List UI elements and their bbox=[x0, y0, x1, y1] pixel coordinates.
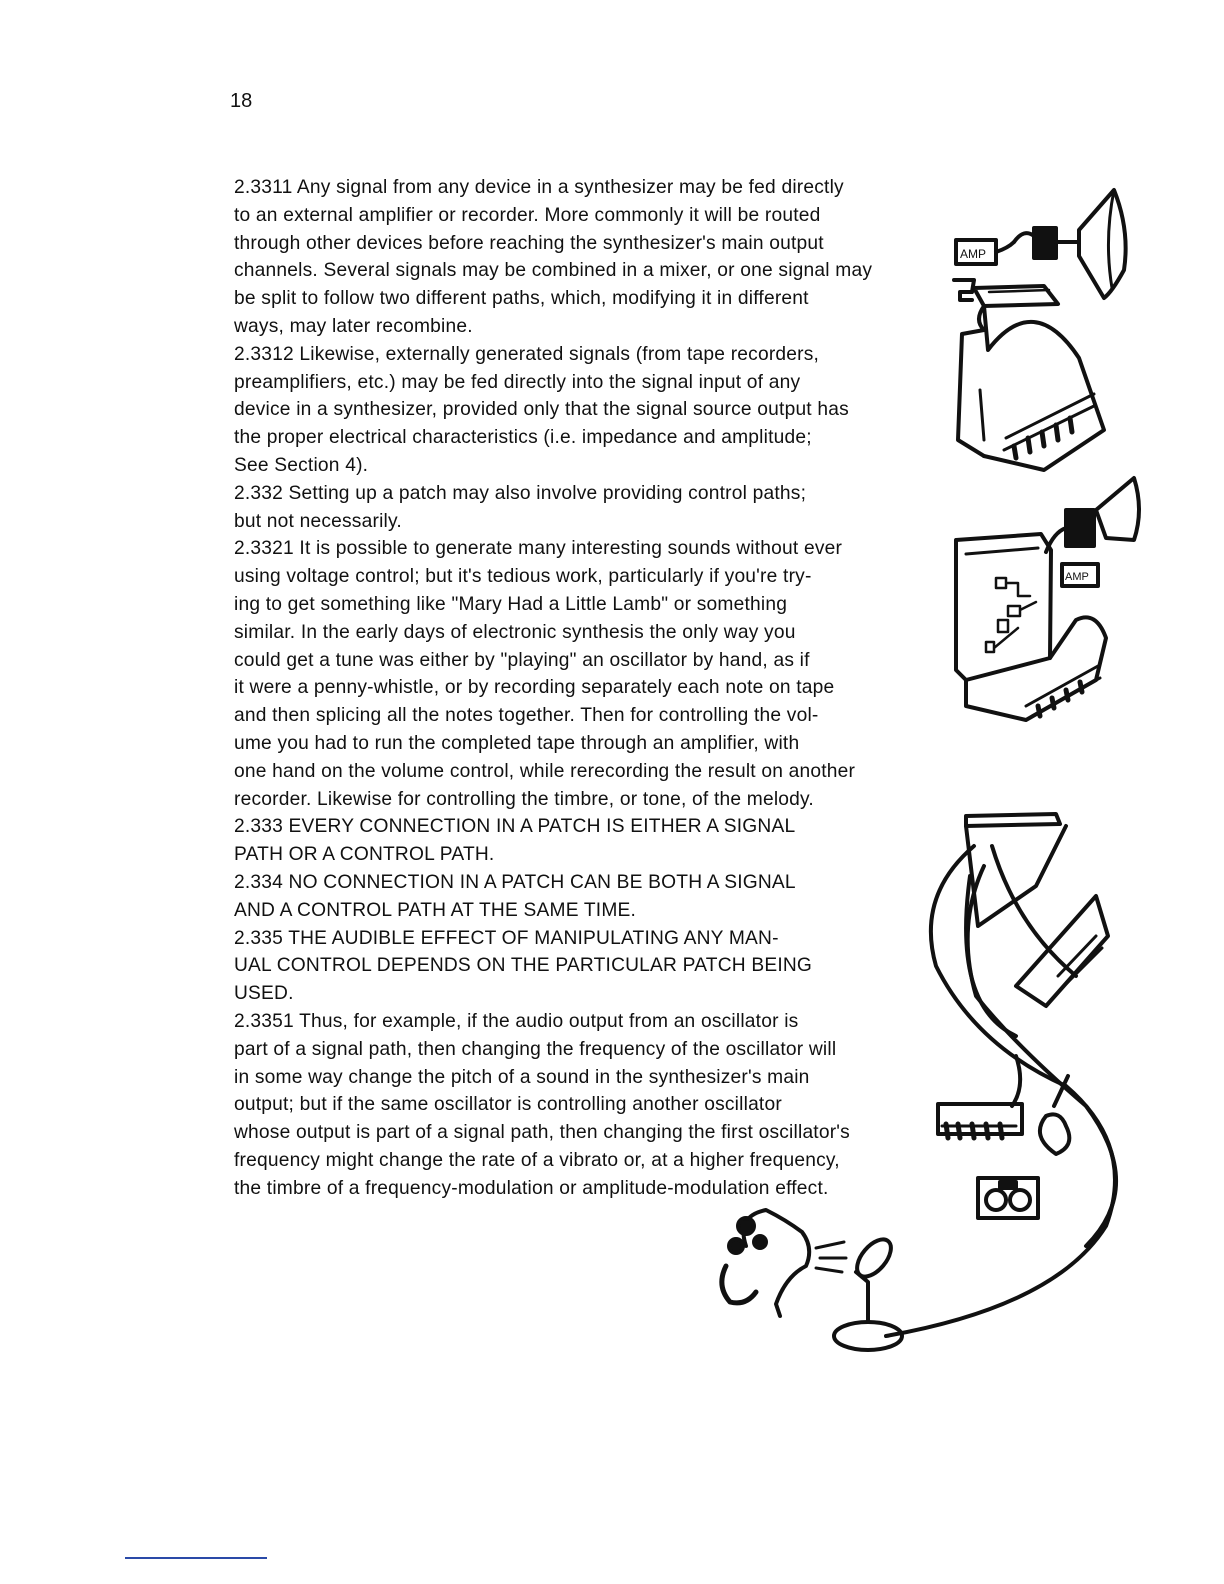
text-line: part of a signal path, then changing the frequency of the oscillator will bbox=[234, 1038, 837, 1060]
page-number: 18 bbox=[230, 90, 253, 112]
text-line: output; but if the same oscillator is controlling another oscillator bbox=[234, 1094, 782, 1116]
text-line: 2.3351 Thus, for example, if the audio output from an oscillator is bbox=[234, 1010, 799, 1032]
text-line: 2.3321 It is possible to generate many interesting sounds without ever bbox=[234, 538, 843, 560]
text-line: ways, may later recombine. bbox=[234, 315, 473, 337]
text-line: the proper electrical characteristics (i.e. impedance and amplitude; bbox=[234, 427, 812, 449]
text-line: it were a penny-whistle, or by recording separately each note on tape bbox=[234, 677, 835, 699]
text-line: the timbre of a frequency-modulation or amplitude-modulation effect. bbox=[234, 1177, 829, 1199]
text-line: to an external amplifier or recorder. More commonly it will be routed bbox=[234, 204, 821, 226]
text-line: recorder. Likewise for controlling the timbre, or tone, of the melody. bbox=[234, 788, 814, 810]
amp-label: AMP bbox=[1065, 571, 1089, 583]
text-line: 2.335 THE AUDIBLE EFFECT OF MANIPULATING ANY MAN- bbox=[234, 927, 779, 949]
text-line: ume you had to run the completed tape through an amplifier, with bbox=[234, 732, 800, 754]
text-line: See Section 4). bbox=[234, 454, 369, 476]
text-line: device in a synthesizer, provided only that the signal source output has bbox=[234, 399, 849, 421]
text-line: similar. In the early days of electronic synthesis the only way you bbox=[234, 621, 796, 643]
text-line: one hand on the volume control, while rerecording the result on another bbox=[234, 760, 856, 782]
text-line: using voltage control; but it's tedious work, particularly if you're try- bbox=[234, 566, 812, 588]
text-line: 2.333 EVERY CONNECTION IN A PATCH IS EITHER A SIGNAL bbox=[234, 816, 796, 838]
text-line: 2.334 NO CONNECTION IN A PATCH CAN BE BOTH A SIGNAL bbox=[234, 871, 796, 893]
text-line: frequency might change the rate of a vibrato or, at a higher frequency, bbox=[234, 1149, 840, 1171]
text-line: in some way change the pitch of a sound in the synthesizer's main bbox=[234, 1066, 810, 1088]
text-line: through other devices before reaching the synthesizer's main output bbox=[234, 232, 824, 254]
text-line: could get a tune was either by "playing" an oscillator by hand, as if bbox=[234, 649, 810, 671]
patch-synth-illustration bbox=[946, 470, 1146, 760]
text-line: channels. Several signals may be combined in a mixer, or one signal may bbox=[234, 260, 873, 282]
text-line: whose output is part of a signal path, then changing the first oscillator's bbox=[234, 1122, 850, 1144]
text-line: ing to get something like "Mary Had a Little Lamb" or something bbox=[234, 593, 788, 615]
text-line: 2.332 Setting up a patch may also involve providing control paths; bbox=[234, 482, 807, 504]
text-line: 2.3311 Any signal from any device in a synthesizer may be fed directly bbox=[234, 177, 844, 198]
cable-loop-illustration bbox=[716, 806, 1146, 1366]
text-line: be split to follow two different paths, which, modifying it in different bbox=[234, 288, 809, 310]
amp-label: AMP bbox=[960, 247, 987, 261]
text-line: AND A CONTROL PATH AT THE SAME TIME. bbox=[234, 899, 637, 921]
text-line: 2.3312 Likewise, externally generated signals (from tape recorders, bbox=[234, 343, 820, 365]
text-line: preamplifiers, etc.) may be fed directly into the signal input of any bbox=[234, 371, 801, 393]
text-line: USED. bbox=[234, 983, 294, 1005]
synth-amp-illustration bbox=[944, 170, 1144, 490]
text-line: UAL CONTROL DEPENDS ON THE PARTICULAR PATCH BEING bbox=[234, 955, 813, 977]
footer-rule bbox=[125, 1557, 267, 1559]
text-line: PATH OR A CONTROL PATH. bbox=[234, 844, 495, 866]
text-line: but not necessarily. bbox=[234, 510, 402, 532]
text-line: and then splicing all the notes together. Then for controlling the vol- bbox=[234, 705, 819, 727]
